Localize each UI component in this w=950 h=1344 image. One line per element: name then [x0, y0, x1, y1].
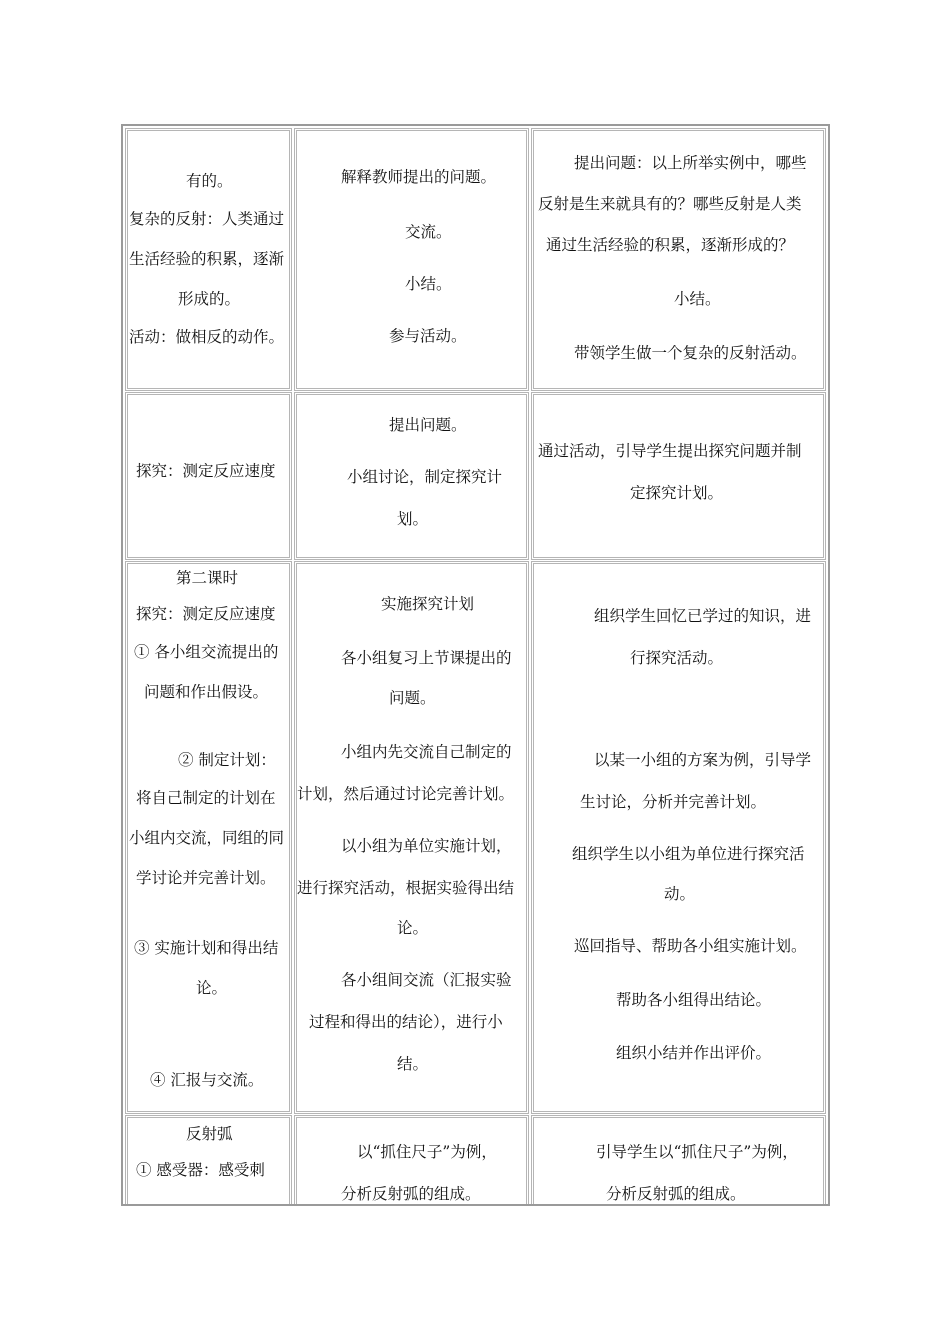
text-line: 组织学生回忆已学过的知识，进 [594, 607, 812, 625]
text-line: ① 感受器：感受刺 [136, 1161, 265, 1179]
text-line: 划。 [397, 510, 429, 528]
teacher-activity-cell [531, 561, 826, 1114]
text-line: 计划，然后通过讨论完善计划。 [297, 785, 515, 803]
text-line: 动。 [664, 885, 696, 903]
text-line: ④ 汇报与交流。 [150, 1071, 264, 1089]
text-line: 分析反射弧的组成。 [341, 1185, 481, 1203]
table-row [123, 561, 828, 1114]
teacher-activity-cell [531, 1115, 826, 1204]
text-line: 实施探究计划 [381, 595, 475, 613]
text-line: 提出问题：以上所举实例中，哪些 [574, 154, 807, 172]
text-line: 形成的。 [178, 290, 241, 308]
text-line: 过程和得出的结论），进行小 [309, 1013, 503, 1031]
teacher-activity-cell [531, 128, 826, 391]
text-line: 小结。 [405, 275, 452, 293]
text-line: 带领学生做一个复杂的反射活动。 [574, 344, 807, 362]
table-row [123, 1115, 828, 1204]
text-line: 学讨论并完善计划。 [136, 869, 276, 887]
student-activity-cell [294, 561, 529, 1114]
text-line: ③ 实施计划和得出结 [134, 939, 279, 957]
text-line: 问题和作出假设。 [144, 683, 269, 701]
text-line: 以某一小组的方案为例，引导学 [594, 751, 812, 769]
content-cell [125, 392, 292, 560]
text-line: 分析反射弧的组成。 [606, 1185, 746, 1203]
text-line: 活动：做相反的动作。 [129, 328, 285, 346]
text-line: ① 各小组交流提出的 [134, 643, 279, 661]
text-line: 参与活动。 [389, 327, 467, 345]
text-line: 通过生活经验的积累，逐渐形成的？ [546, 236, 795, 254]
text-line: 探究：测定反应速度 [136, 605, 276, 623]
text-line: 有的。 [186, 172, 233, 190]
student-activity-cell [294, 392, 529, 560]
text-line: 交流。 [405, 223, 452, 241]
content-cell [125, 1115, 292, 1204]
teacher-activity-cell [531, 392, 826, 560]
text-line: 问题。 [389, 689, 436, 707]
text-line: 帮助各小组得出结论。 [616, 991, 772, 1009]
content-cell [125, 128, 292, 391]
text-line: 各小组复习上节课提出的 [341, 649, 512, 667]
text-line: 生活经验的积累，逐渐 [129, 250, 285, 268]
text-line: 复杂的反射：人类通过 [129, 210, 285, 228]
text-line: 定探究计划。 [630, 484, 724, 502]
text-line: 第二课时 [176, 569, 239, 587]
text-line: ② 制定计划： [178, 751, 276, 769]
text-line: 结。 [397, 1055, 429, 1073]
text-line: 巡回指导、帮助各小组实施计划。 [574, 937, 807, 955]
text-line: 通过活动，引导学生提出探究问题并制 [538, 442, 802, 460]
text-line: 小组内先交流自己制定的 [341, 743, 512, 761]
text-line: 论。 [397, 919, 429, 937]
text-line: 行探究活动。 [630, 649, 724, 667]
text-line: 反射是生来就具有的？哪些反射是人类 [538, 195, 802, 213]
text-line: 论。 [196, 979, 228, 997]
text-line: 以“抓住尺子”为例， [357, 1143, 497, 1161]
text-line: 进行探究活动，根据实验得出结 [297, 879, 515, 897]
text-line: 小组内交流，同组的同 [129, 829, 285, 847]
student-activity-cell [294, 128, 529, 391]
student-activity-cell [294, 1115, 529, 1204]
content-cell [125, 561, 292, 1114]
text-line: 引导学生以“抓住尺子”为例， [596, 1143, 798, 1161]
text-line: 生讨论，分析并完善计划。 [580, 793, 767, 811]
text-line: 小组讨论，制定探究计 [347, 468, 503, 486]
table-row [123, 128, 828, 391]
text-line: 小结。 [674, 290, 721, 308]
table-row [123, 392, 828, 560]
text-line: 反射弧 [186, 1125, 233, 1143]
text-line: 解释教师提出的问题。 [341, 168, 497, 186]
lesson-plan-table [121, 124, 830, 1206]
text-line: 探究：测定反应速度 [136, 462, 276, 480]
text-line: 各小组间交流（汇报实验 [341, 971, 512, 989]
text-line: 以小组为单位实施计划， [341, 837, 512, 855]
text-line: 提出问题。 [389, 416, 467, 434]
text-line: 将自己制定的计划在 [136, 789, 276, 807]
text-line: 组织学生以小组为单位进行探究活 [572, 845, 805, 863]
text-line: 组织小结并作出评价。 [616, 1044, 772, 1062]
